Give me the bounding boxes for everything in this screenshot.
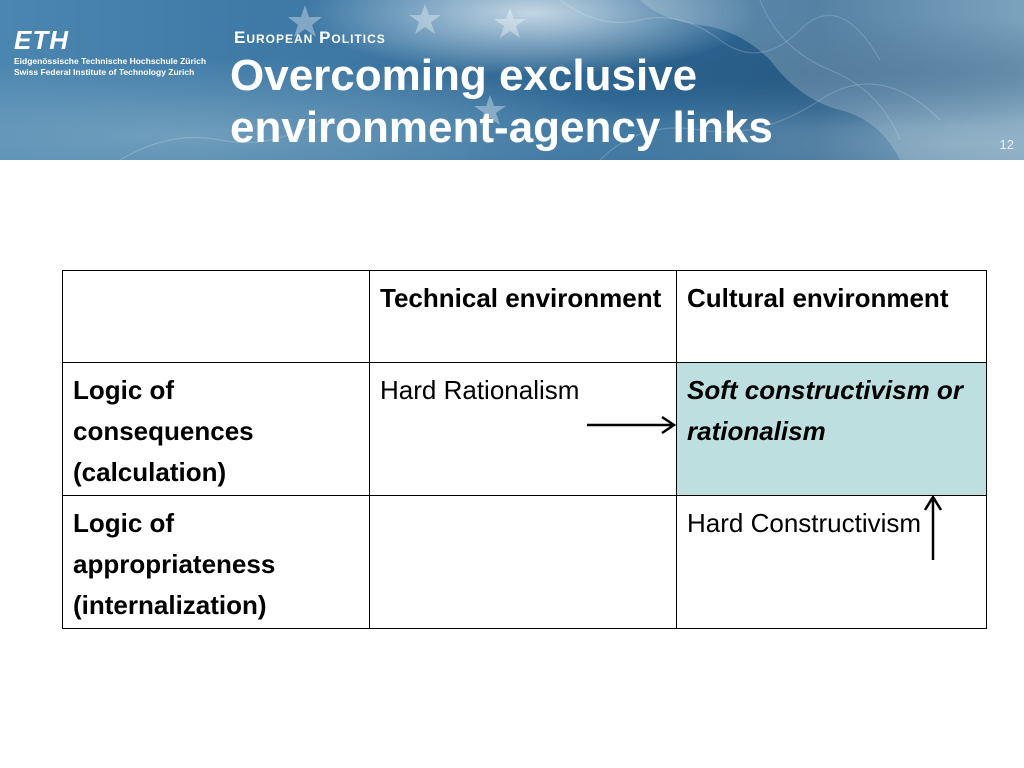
cell-empty bbox=[370, 496, 677, 629]
slide-title-line2: environment-agency links bbox=[230, 103, 773, 152]
table-header-row bbox=[63, 271, 987, 363]
eth-logo: ETH bbox=[14, 25, 69, 55]
table-corner-cell bbox=[63, 271, 370, 363]
eth-name-german: Eidgenössische Technische Hochschule Zürich bbox=[14, 56, 207, 66]
row-header-consequences: Logic of consequences (calculation) bbox=[63, 363, 370, 496]
cell-soft-constructivism: Soft constructivism or rationalism bbox=[677, 363, 987, 496]
cell-hard-constructivism: Hard Constructivism bbox=[677, 496, 987, 629]
table-row bbox=[63, 363, 987, 496]
header-banner bbox=[0, 0, 1024, 160]
course-title: European Politics bbox=[234, 28, 386, 47]
slide-title-line1: Overcoming exclusive bbox=[230, 51, 698, 100]
column-header-cultural: Cultural environment bbox=[677, 271, 987, 363]
row-header-appropriateness: Logic of appropriateness (internalization) bbox=[63, 496, 370, 629]
column-header-technical: Technical environment bbox=[370, 271, 677, 363]
eth-name-english: Swiss Federal Institute of Technology Zurich bbox=[14, 67, 195, 77]
cell-hard-rationalism: Hard Rationalism bbox=[370, 363, 677, 496]
page-number: 12 bbox=[999, 137, 1014, 152]
slide-title bbox=[230, 50, 990, 154]
environment-agency-table bbox=[62, 270, 987, 629]
table-row bbox=[63, 496, 987, 629]
